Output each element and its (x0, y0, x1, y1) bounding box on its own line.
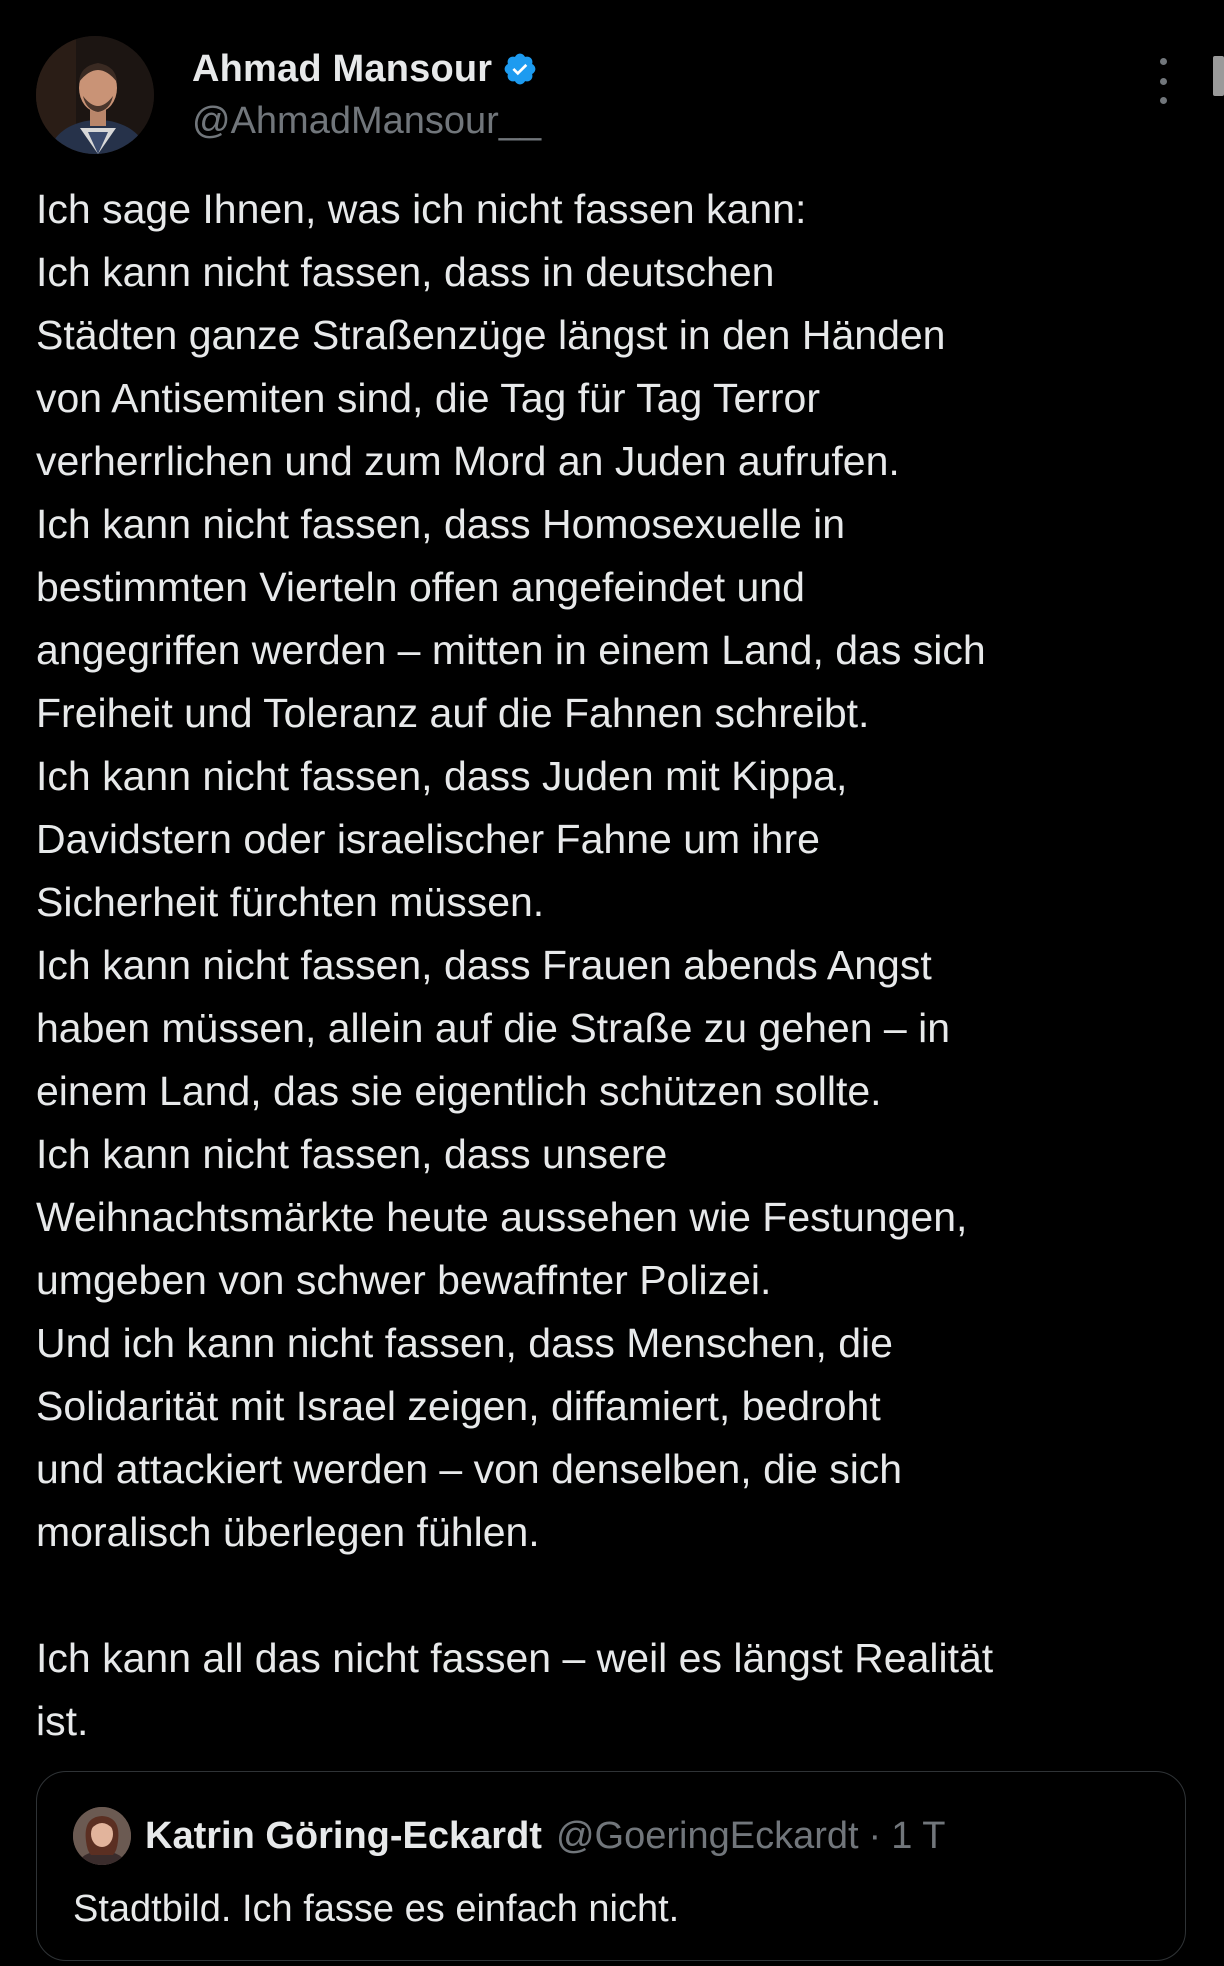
verified-badge-icon[interactable] (502, 51, 538, 87)
quoted-tweet[interactable] (36, 1771, 1186, 1961)
quoted-tweet-text: Stadtbild. Ich fasse es einfach nicht. (73, 1888, 680, 1930)
author-handle[interactable]: @AhmadMansour__ (192, 100, 542, 142)
tweet-header (36, 36, 1186, 154)
author-display-name[interactable]: Ahmad Mansour (192, 47, 493, 90)
quoted-author-display-name[interactable]: Katrin Göring-Eckardt (145, 1814, 542, 1857)
author-avatar[interactable] (36, 36, 154, 154)
quoted-author-handle[interactable]: @GoeringEckardt (555, 1814, 859, 1857)
quoted-separator: · (868, 1814, 882, 1857)
tweet-text: Ich sage Ihnen, was ich nicht fassen kann: Ich kann nicht fassen, dass in deutschen Städten ganze Straßenzüge längst in den Händen von Antisemiten sind, die Tag für Tag Terror verherrlichen und zum Mord an Juden aufrufen. Ich kann nicht fassen, dass Homosexuelle in bestimmten Vierteln offen angefeindet und angegriffen werden – mitten in einem Land, das sich Freiheit und Toleranz auf die Fahnen schreibt. Ich kann nicht fassen, dass Juden mit Kippa, Davidstern oder israelischer Fahne um ihre Sicherheit fürchten müssen. Ich kann nicht fassen, dass Frauen abends Angst haben müssen, allein auf die Straße zu gehen – in einem Land, das sie eigentlich schützen sollte. Ich kann nicht fassen, dass unsere Weihnachtsmärkte heute aussehen wie Festungen, umgeben von schwer bewaffnter Polizei. Und ich kann nicht fassen, dass Menschen, die Solidarität mit Israel zeigen, diffamiert, bedroht und attackiert werden – von denselben, die sich moralisch überlegen fühlen. Ich kann all das nicht fassen – weil es längst Realität ist. (36, 186, 994, 1744)
more-options-icon[interactable] (1148, 58, 1178, 104)
scrollbar-thumb[interactable] (1213, 56, 1224, 96)
quoted-tweet-header (73, 1806, 945, 1866)
author-names (192, 42, 541, 143)
quoted-timestamp[interactable]: 1 T (891, 1814, 946, 1857)
quoted-author-avatar[interactable] (73, 1807, 131, 1865)
